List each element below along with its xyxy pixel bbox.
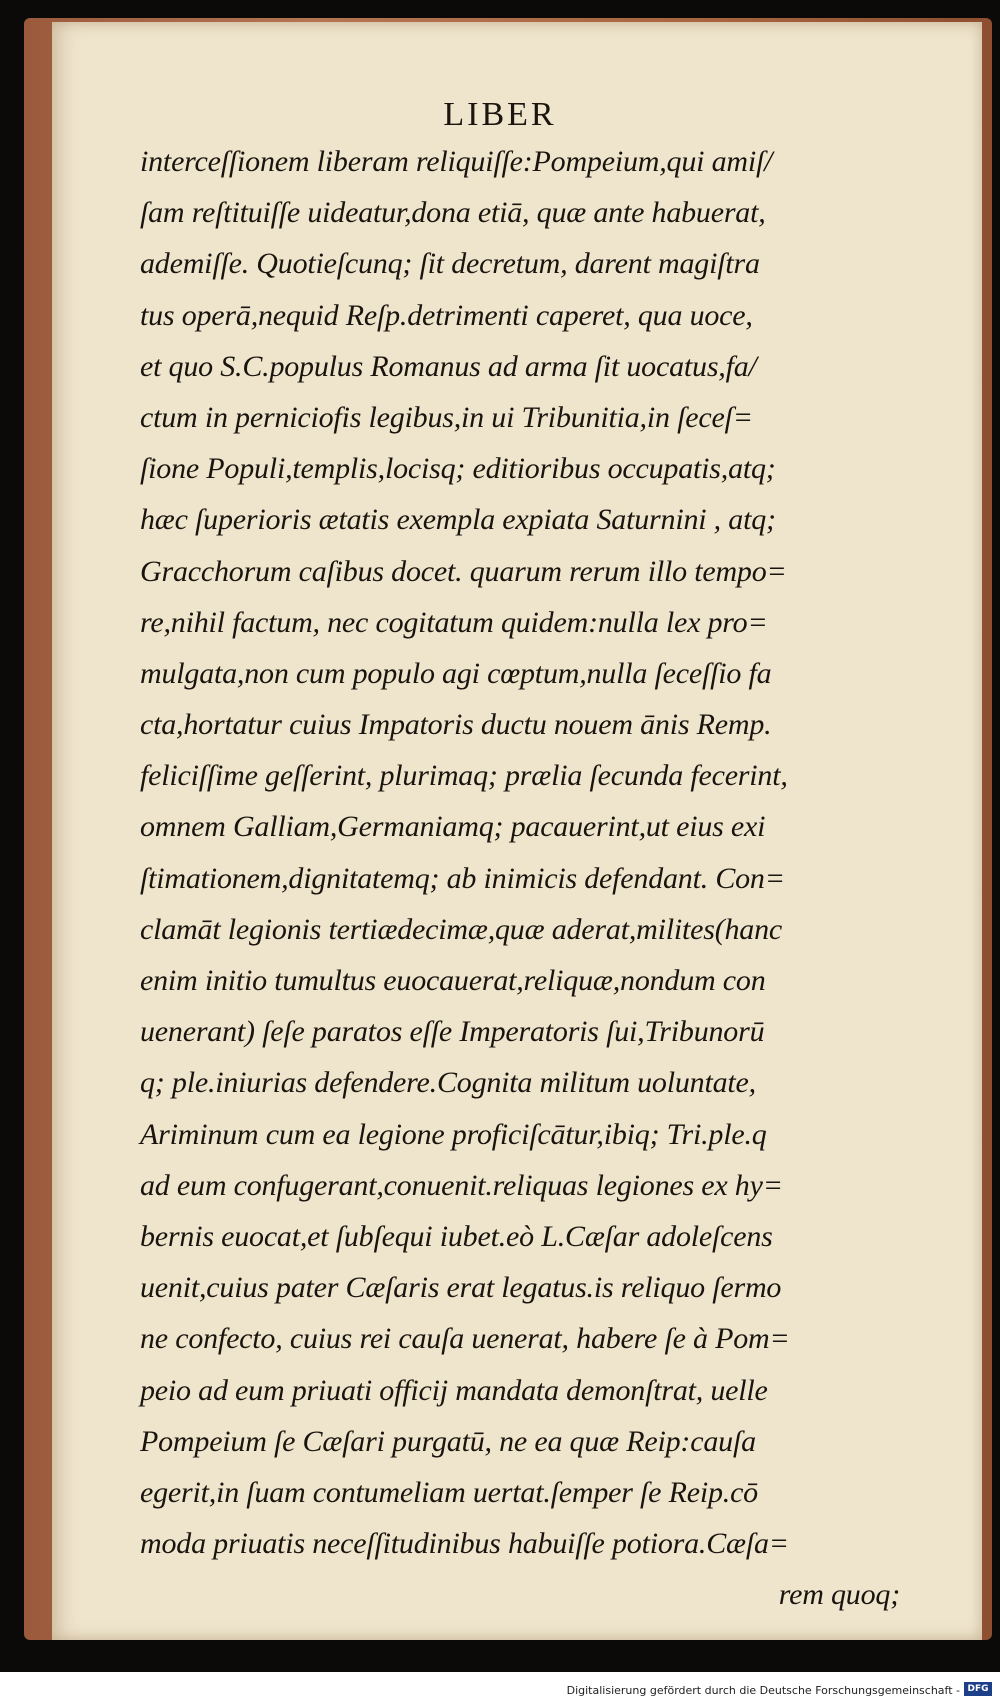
text-line: et quo S.C.populus Romanus ad arma ſit uocatus,fa/ bbox=[140, 349, 757, 383]
text-line: ctum in perniciofis legibus,in ui Tribunitia,in ſeceſ= bbox=[140, 400, 753, 434]
running-head: LIBER bbox=[443, 96, 557, 133]
text-line: ademiſſe. Quotieſcunq; ſit decretum, darent magiſtra bbox=[140, 247, 760, 281]
text-line: ad eum confugerant,conuenit.reliquas legiones ex hy= bbox=[140, 1168, 783, 1202]
text-line: peio ad eum priuati officij mandata demonſtrat, uelle bbox=[140, 1373, 768, 1407]
footer-credit: Digitalisierung gefördert durch die Deutsche Forschungsgemeinschaft - bbox=[566, 1684, 960, 1697]
text-block bbox=[140, 136, 920, 1620]
text-line: Gracchorum caſibus docet. quarum rerum illo tempo= bbox=[140, 554, 787, 588]
text-line: moda priuatis neceſſitudinibus habuiſſe potiora.Cæſa= bbox=[140, 1527, 789, 1561]
text-line: omnem Galliam,Germaniamq; pacauerint,ut eius exi bbox=[140, 810, 766, 844]
text-line: bernis euocat,et ſubſequi iubet.eò L.Cæſar adoleſcens bbox=[140, 1219, 773, 1253]
text-line: rem quoq; bbox=[778, 1578, 900, 1612]
dfg-logo: DFG bbox=[964, 1682, 992, 1696]
text-line: ſtimationem,dignitatemq; ab inimicis defendant. Con= bbox=[140, 861, 785, 895]
text-line: re,nihil factum, nec cogitatum quidem:nulla lex pro= bbox=[140, 605, 768, 639]
text-line: hæc ſuperioris ætatis exempla expiata Saturnini , atq; bbox=[140, 503, 776, 537]
text-line: Pompeium ſe Cæſari purgatū, ne ea quæ Reip:cauſa bbox=[140, 1424, 756, 1458]
text-line: tus operā,nequid Reſp.detrimenti caperet, qua uoce, bbox=[140, 298, 753, 332]
text-line: feliciſſime geſſerint, plurimaq; prælia ſecunda fecerint, bbox=[140, 759, 788, 793]
text-line: ſam reſtituiſſe uideatur,dona etiā, quæ ante habuerat, bbox=[140, 196, 766, 230]
text-line: ne confecto, cuius rei cauſa uenerat, habere ſe à Pom= bbox=[140, 1322, 790, 1356]
text-line: uenerant) ſeſe paratos eſſe Imperatoris ſui,Tribunorū bbox=[140, 1015, 765, 1049]
text-line: egerit,in ſuam contumeliam uertat.ſemper ſe Reip.cō bbox=[140, 1475, 758, 1509]
text-line: interceſſionem liberam reliquiſſe:Pompeium,qui amiſ/ bbox=[140, 145, 773, 178]
text-line: uenit,cuius pater Cæſaris erat legatus.is reliquo ſermo bbox=[140, 1271, 782, 1305]
text-line: ſione Populi,templis,locisq; editioribus occupatis,atq; bbox=[140, 452, 776, 486]
text-line: mulgata,non cum populo agi cœptum,nulla ſeceſſio fa bbox=[140, 656, 772, 690]
text-line: enim initio tumultus euocauerat,reliquæ,nondum con bbox=[140, 964, 766, 997]
text-line: cta,hortatur cuius Impatoris ductu nouem ānis Remp. bbox=[140, 708, 772, 742]
text-line: Ariminum cum ea legione proficiſcātur,ibiq; Tri.ple.q bbox=[140, 1117, 767, 1151]
text-line: q; ple.iniurias defendere.Cognita militum uoluntate, bbox=[140, 1066, 756, 1100]
text-line: clamāt legionis tertiædecimæ,quæ aderat,milites(hanc bbox=[140, 912, 783, 946]
